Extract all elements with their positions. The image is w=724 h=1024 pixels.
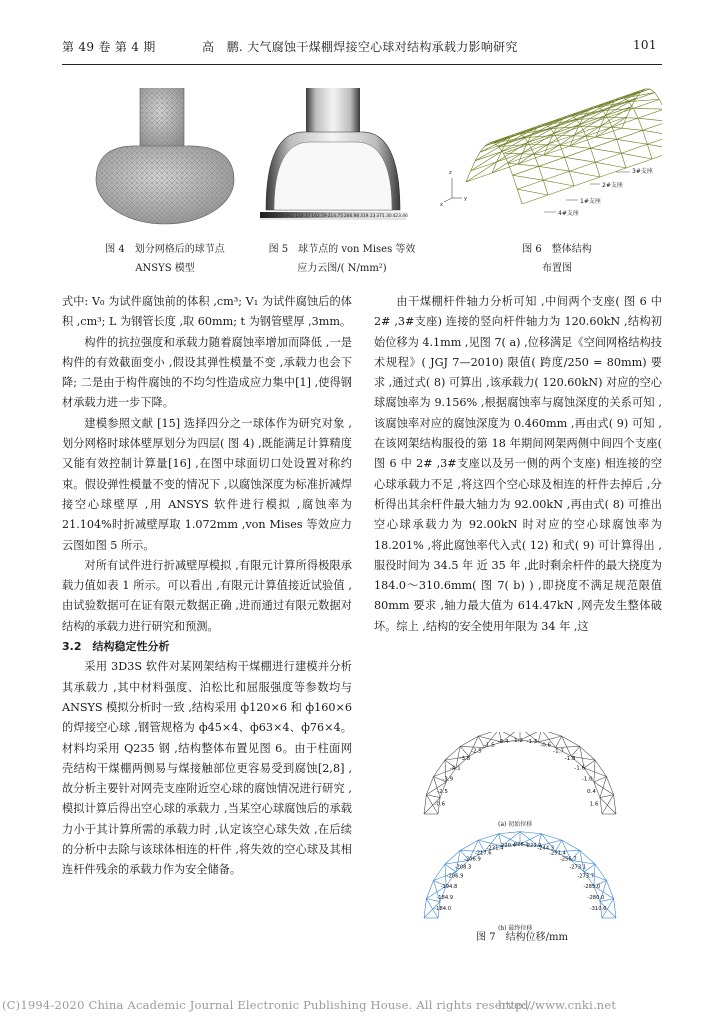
running-header-volume: 第 49 卷 第 4 期: [62, 40, 156, 54]
displacement-value: -0.4: [497, 738, 509, 745]
support-label-4: 4#支座: [558, 210, 579, 217]
displacement-value: -3.9: [442, 776, 454, 783]
displacement-value: -3.8: [459, 756, 471, 763]
displacement-value: -217.6: [474, 850, 492, 857]
paragraph: 构件的抗拉强度和承载力随着腐蚀率增加而降低 ,一是构件的有效截面变小 ,假设其弹性模量不变 ,承载力也会下降; 二是由于构件腐蚀的不均匀性造成应力集中[1] ,使得钢材承载力进一步下降。: [62, 335, 352, 410]
displacement-value: -285.0: [583, 883, 601, 890]
displacement-value: -310.6: [589, 906, 607, 913]
svg-text:x: x: [440, 202, 443, 208]
caption-line: ANSYS 模型: [135, 263, 195, 274]
figure-5-scale-labels: [260, 214, 408, 226]
scale-label: 319.13: [360, 214, 376, 219]
displacement-value: -1.0: [581, 776, 593, 783]
paragraph: 采用 3D3S 软件对某网架结构干煤棚进行建模并分析其承载力 ,其中材料强度、泊松比和屈服强度等参数均与 ANSYS 模拟分析时一致 ,结构采用 ф120×6 和 ф160×6 的焊接空心球 ,钢管规格为 ф45×4、ф63×4、ф76×4。材料均采用 Q235 钢 ,结构整体布置见图 6。由于柱面网壳结构干煤棚两侧易与煤接触部位更容易受到腐蚀[2,8] ,故分析主要针对网壳支座附近空心球的腐蚀情况进行研究 ,模拟计算后得出空心球的承载力 ,当某空心球腐蚀后的承载力小于其计算所需的承载力时 ,认定该空心球失效 ,在后续的分析中去除与该球体相连的杆件 ,将失效的空心球及其相连杆件残余的承载力作为安全储备。: [62, 660, 352, 877]
displacement-value: -208.3: [454, 864, 472, 871]
displacement-value: -194.8: [440, 883, 458, 890]
figure-5-caption: [258, 240, 426, 278]
paragraph: 由干煤棚杆件轴力分析可知 ,中间两个支座( 图 6 中 2# ,3#支座) 连接的竖向杆件轴力为 120.60kN ,结构初始位移为 4.1mm ,见图 7( a) ,位移满足《空间网格结构技术规程》( JGJ 7—2010) 限值( 跨度/250 = 80mm) 要求 ,通过式( 8) 可算出 ,该承载力( 120.60kN) 对应的空心球腐蚀率为 9.156% ,根据腐蚀率与腐蚀深度的关系可知 ,该腐蚀率对应的腐蚀深度为 0.460mm ,再由式( 9) 可知 ,在该网架结构服役的第 18 年期间网架两侧中间四个支座( 图 6 中 2# ,3#支座以及另一侧的两个支座) 相连接的空心球承载力不足 ,将这四个空心球及相连的杆件去掉后 ,分析得出其余杆件最大轴力为 92.00kN ,再由式( 8) 可推出空心球承载力为 92.00kN 时对应的空心球腐蚀率为 18.201% ,将此腐蚀率代入式( 12) 和式( 9) 可计算得出 ,服役时间为 34.5 年 近 35 年 ,此时剩余杆件的最大挠度为 184.0～310.6mm( 图 7( b) ) ,即挠度不满足规范限值 80mm 要求 ,轴力最大值为 614.47kN ,网壳发生整体破坏。综上 ,结构的安全使用年限为 34 年 ,这: [374, 295, 662, 633]
sub-caption-a: (a) 初始位移: [498, 821, 533, 828]
paragraph: 对所有试件进行折减壁厚模拟 ,有限元计算所得极限承载力值如表 1 所示。可以看出 ,有限元计算值接近试验值 ,由试验数据可在证有限元数据正确 ,进而通过有限元数据对结构的承载力进行研究和预测。: [62, 558, 352, 633]
displacement-value: -0.6: [540, 742, 552, 749]
displacement-value: -244.3: [537, 845, 555, 852]
displacement-value: -184.9: [436, 894, 454, 901]
scale-label: 162.59: [311, 214, 327, 219]
svg-text:y: y: [464, 196, 467, 202]
scale-label: 423.46: [392, 214, 408, 219]
caption-line: 图 5 球节点的 von Mises 等效: [268, 244, 416, 255]
displacement-value: -2.5: [436, 788, 448, 795]
paragraph: 建模参照文献 [15] 选择四分之一球体作为研究对象 ,划分网格时球体壁厚划分为四层( 图 4) ,既能满足计算精度又能有效控制计算量[16] ,在图中球面切口处设置对称约束。假设弹性模量不变的情况下 ,以腐蚀深度为标准折减焊接空心球壁厚 ,用 ANSYS 软件进行模拟 ,腐蚀率为 21.104%时折减壁厚取 1.072mm ,von Mises 等效应力云图如图 5 所示。: [62, 416, 352, 552]
running-header-title: 高 鹏. 大气腐蚀干煤棚焊接空心球对结构承载力影响研究: [202, 40, 518, 54]
displacement-value: -184.0: [434, 906, 452, 913]
displacement-value: -0.6: [434, 801, 446, 808]
support-label-3: 3#支座: [632, 168, 653, 175]
displacement-value: -1.8: [564, 756, 576, 763]
page-number: 101: [633, 38, 657, 52]
displacement-value: -256.7: [559, 856, 577, 863]
figure-4-caption: [70, 240, 260, 278]
sub-caption-b: (b) 最终位移: [498, 925, 533, 932]
copyright-footer: (C)1994-2020 China Academic Journal Electronic Publishing House. All rights reserved.: [2, 998, 533, 1012]
caption-line: 布置图: [542, 263, 572, 274]
scale-label: 371.30: [376, 214, 392, 219]
displacement-value: -223.9: [524, 842, 542, 849]
displacement-value: -4.1: [449, 765, 461, 772]
displacement-value: -206.9: [446, 873, 464, 880]
section-heading: 3.2 结构稳定性分析: [62, 640, 170, 654]
figure-4-mesh-model: [92, 88, 238, 238]
footer-url: http://www.cnki.net: [498, 998, 617, 1012]
scale-label: 110.37: [295, 214, 311, 219]
support-label-1: 1#支座: [580, 198, 601, 205]
displacement-value: 1.6: [589, 801, 599, 808]
caption-line: 应力云图/( N/mm²): [297, 263, 387, 274]
header-rule: [62, 64, 662, 65]
displacement-value: -226.1: [512, 841, 529, 848]
caption-line: 图 4 划分网格后的球节点: [105, 244, 225, 255]
displacement-value: -2.5: [470, 748, 482, 755]
scale-label: 266.98: [343, 214, 360, 219]
figure-7-displacement: [392, 732, 654, 932]
displacement-value: 0.4: [587, 788, 596, 795]
displacement-value: -251.4: [549, 850, 566, 857]
displacement-value: -273.1: [569, 864, 587, 871]
paragraph: 式中: V₀ 为试件腐蚀前的体积 ,cm³; V₁ 为试件腐蚀后的体积 ,cm³; L 为钢管长度 ,取 60mm; t 为钢管壁厚 ,3mm。: [62, 295, 352, 329]
figure-6-structure-layout: [440, 86, 662, 236]
left-column: [62, 292, 352, 881]
displacement-value: -273.7: [577, 873, 595, 880]
displacement-value: -1.3: [526, 738, 538, 745]
displacement-value: -231.4: [486, 845, 504, 852]
scale-label: 214.75: [327, 214, 344, 219]
scale-label: 57.911: [278, 214, 295, 219]
displacement-value: -280.0: [587, 894, 605, 901]
right-column: [374, 292, 662, 637]
displacement-value: -206.9: [464, 856, 481, 863]
displacement-value: -1.7: [553, 748, 564, 755]
caption-line: 图 6 整体结构: [522, 244, 592, 255]
displacement-value: -1.2: [512, 737, 523, 744]
displacement-value: -220.4: [499, 842, 516, 849]
displacement-value: -1.5: [483, 742, 495, 749]
scale-label: 6.214E8: [260, 214, 279, 219]
svg-text:z: z: [449, 170, 452, 176]
figure-7-caption: 图 7 结构位移/mm: [476, 932, 568, 943]
displacement-value: -1.6: [574, 765, 586, 772]
figure-6-caption: [482, 240, 632, 278]
support-label-2: 2#支座: [602, 182, 623, 189]
